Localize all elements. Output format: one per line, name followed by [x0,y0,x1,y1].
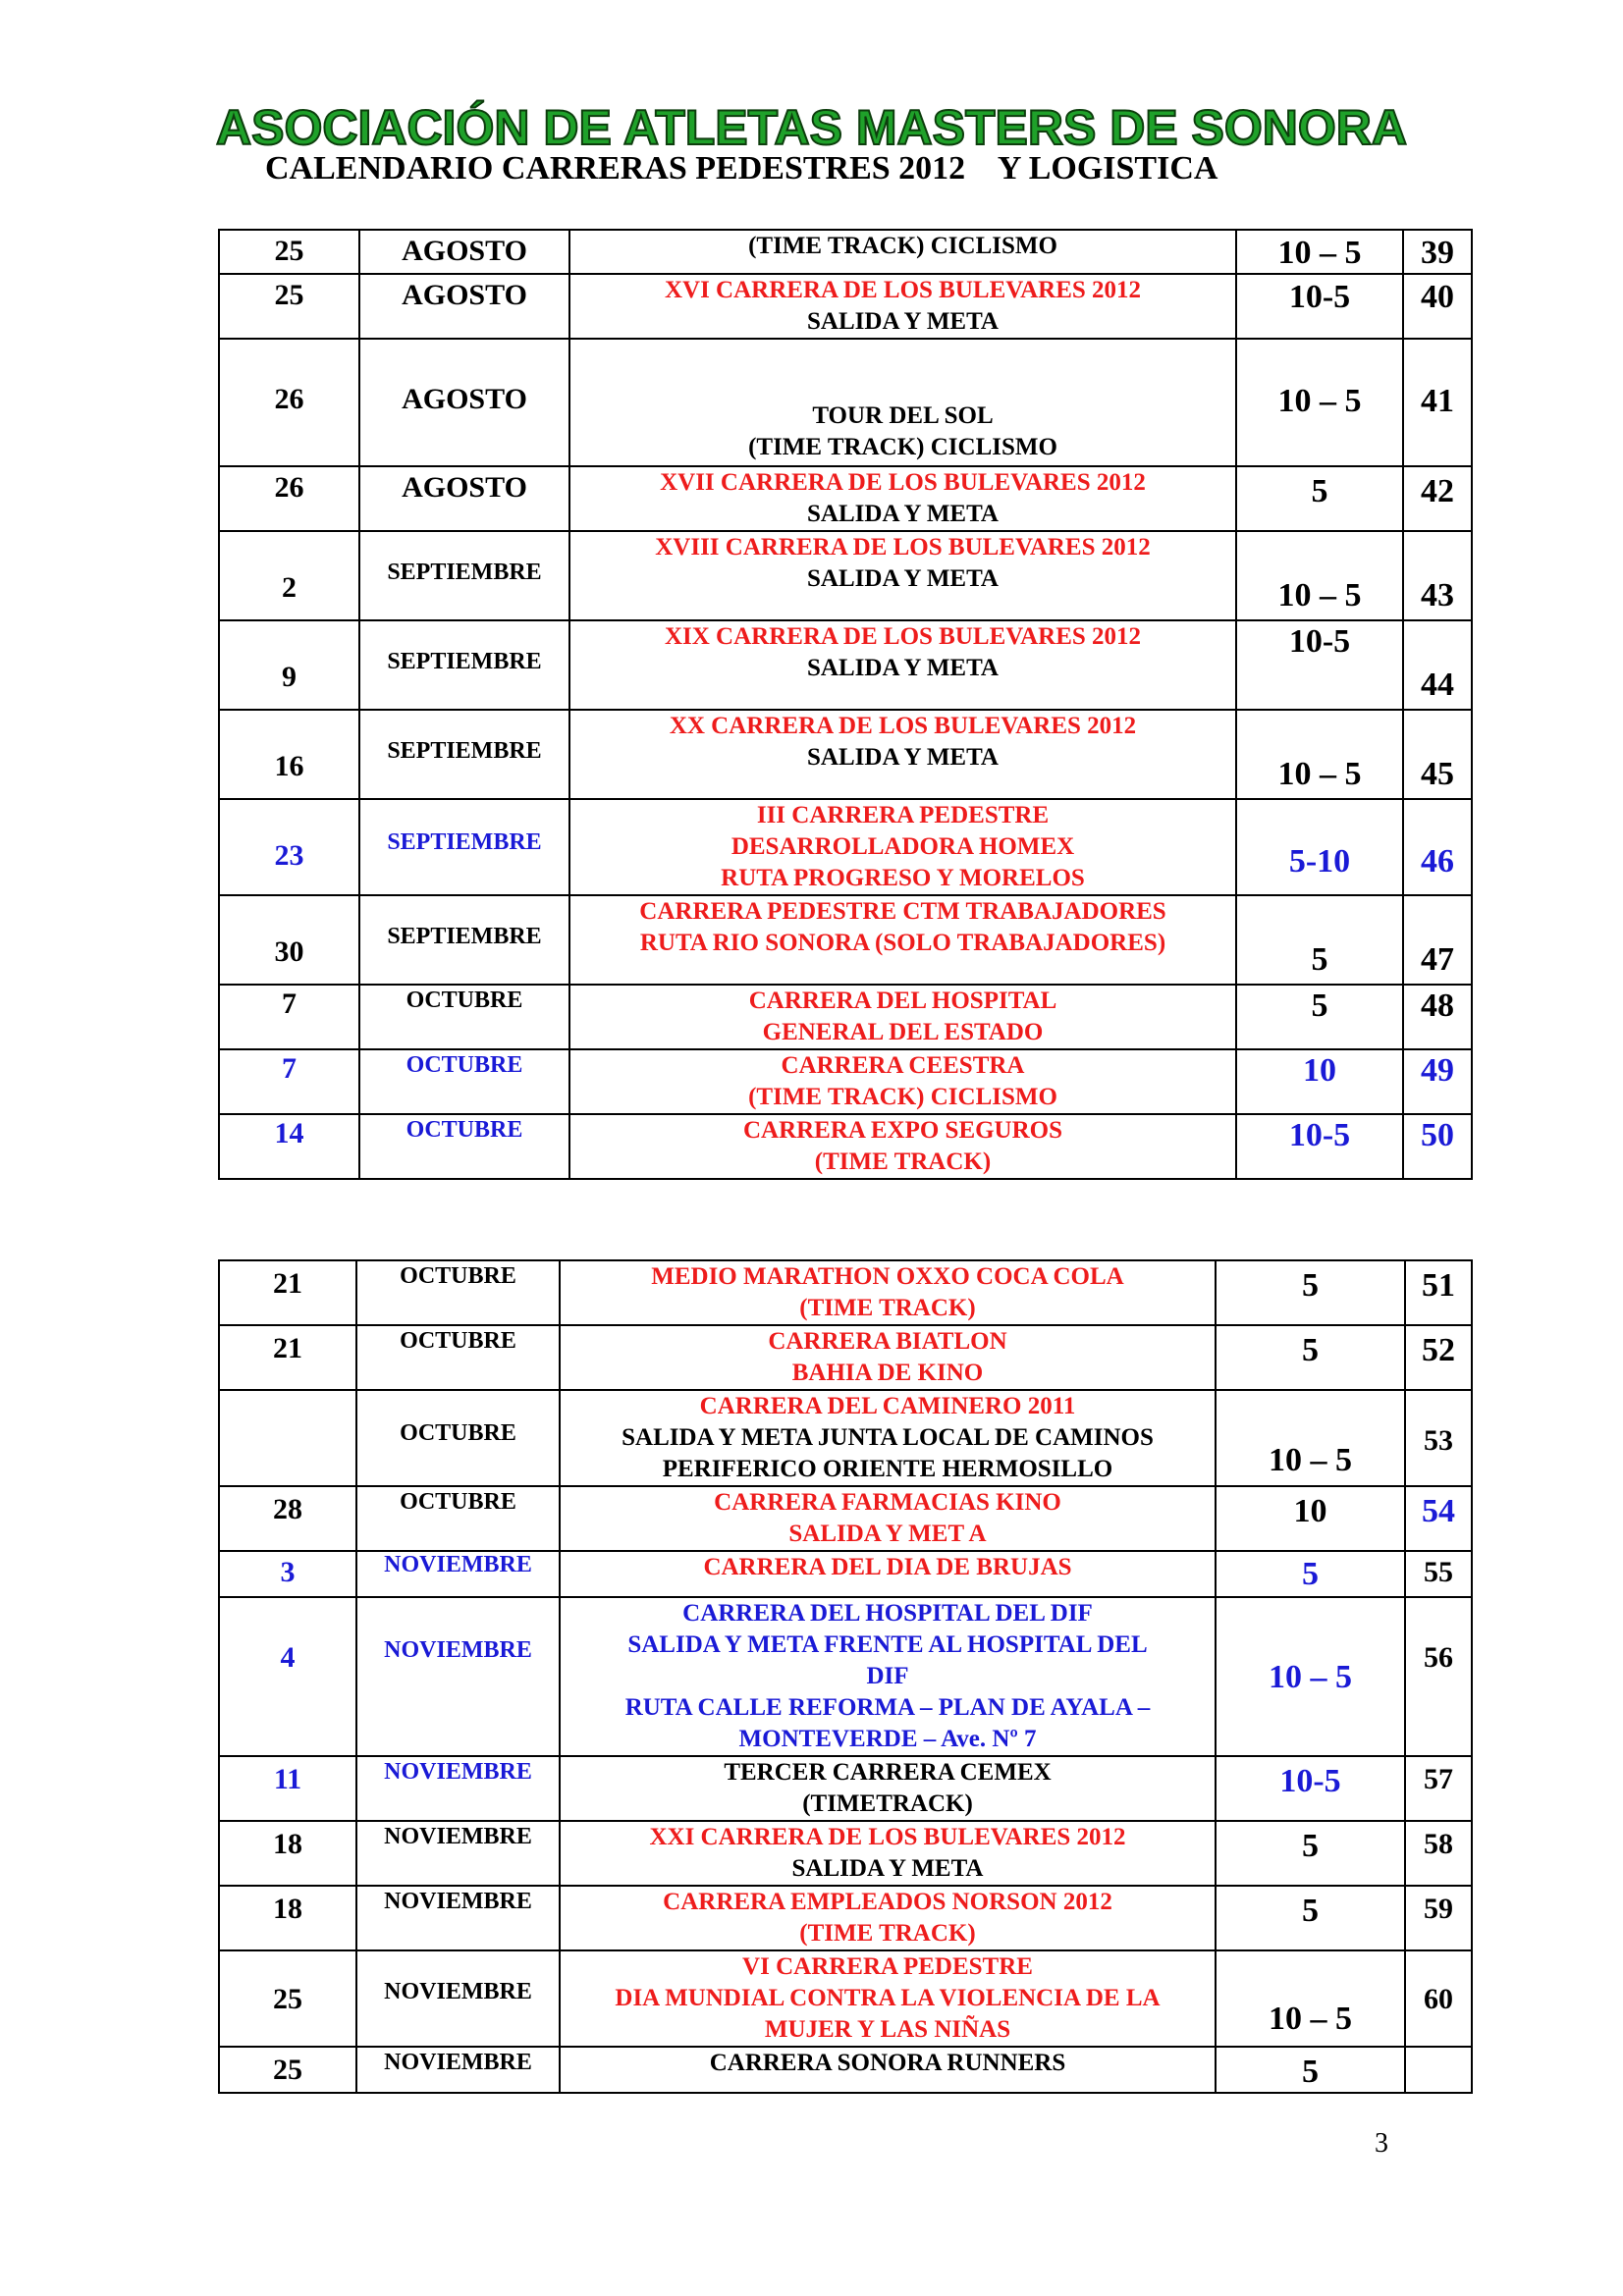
race-day-cell [219,466,359,531]
race-number: 44 [1421,667,1454,703]
race-day-cell [219,1551,356,1597]
race-description-line: DESARROLLADORA HOMEX [730,833,1075,860]
race-number: 40 [1421,279,1454,315]
race-day-cell [219,1390,356,1486]
race-day: 18 [273,1893,302,1925]
race-description-line: CARRERA DEL CAMINERO 2011 [699,1393,1076,1419]
race-number-cell [1403,620,1472,710]
race-month: NOVIEMBRE [384,1824,532,1849]
race-description-cell [560,1390,1216,1486]
race-day: 14 [274,1117,304,1149]
race-distance-cell [1236,531,1403,620]
race-month-cell [356,2047,560,2093]
race-description-cell [560,1551,1216,1597]
table-row [219,466,1472,531]
race-description-line: XX CARRERA DE LOS BULEVARES 2012 [669,713,1137,739]
race-month-cell [356,1756,560,1821]
race-description-line: SALIDA Y META [807,565,999,592]
race-distance: 10 – 5 [1277,235,1362,271]
table-row [219,1756,1472,1821]
race-description-line: (TIME TRACK) [799,1295,976,1321]
race-distance-cell [1236,985,1403,1049]
race-description-cell [560,1597,1216,1756]
race-description-cell [560,2047,1216,2093]
race-description-line: PERIFERICO ORIENTE HERMOSILLO [662,1456,1113,1482]
race-day: 26 [274,471,304,504]
table-row [219,531,1472,620]
race-description-line: RUTA CALLE REFORMA – PLAN DE AYALA – [624,1694,1151,1721]
race-description-cell [569,1049,1236,1114]
table-row [219,1260,1472,1325]
race-number-cell [1403,339,1472,466]
race-month: NOVIEMBRE [384,2050,532,2075]
race-month-cell [356,1325,560,1390]
race-day: 26 [274,383,304,415]
race-number: 55 [1424,1556,1453,1588]
race-month-cell [359,985,569,1049]
race-distance-cell [1216,1260,1405,1325]
race-number-cell [1403,710,1472,799]
race-distance: 5 [1302,1828,1319,1864]
race-description-cell [560,1486,1216,1551]
race-day-cell [219,985,359,1049]
race-distance: 5 [1302,1556,1319,1592]
race-distance: 10 – 5 [1277,383,1362,419]
race-day-cell [219,895,359,985]
race-day-cell [219,710,359,799]
race-distance-cell [1216,2047,1405,2093]
table-row [219,1114,1472,1179]
race-distance: 5 [1311,473,1328,509]
race-distance: 10-5 [1288,1117,1351,1153]
race-description-line: SALIDA Y META JUNTA LOCAL DE CAMINOS [622,1424,1154,1451]
race-month-cell [356,1260,560,1325]
race-month-cell [359,710,569,799]
table-row [219,1597,1472,1756]
race-month-cell [359,799,569,895]
race-distance: 10 – 5 [1269,2001,1352,2037]
race-month: AGOSTO [402,235,527,267]
table-row [219,1390,1472,1486]
race-month-cell [359,274,569,339]
race-number-cell [1403,1114,1472,1179]
race-month-cell [359,620,569,710]
race-number-cell [1403,895,1472,985]
table-row [219,710,1472,799]
race-day-cell [219,1325,356,1390]
race-day-cell [219,620,359,710]
race-distance: 10 – 5 [1277,756,1362,792]
race-number: 51 [1422,1267,1455,1304]
table-row [219,1551,1472,1597]
race-day: 25 [274,279,304,311]
race-month-cell [359,895,569,985]
race-number-cell [1403,799,1472,895]
race-number-cell [1403,985,1472,1049]
race-description-cell [569,620,1236,710]
race-description-line: CARRERA FARMACIAS KINO [714,1489,1061,1516]
race-number-cell [1405,1886,1472,1950]
race-description-cell [560,1260,1216,1325]
race-day-cell [219,1886,356,1950]
race-distance-cell [1236,1049,1403,1114]
race-number: 57 [1424,1763,1453,1795]
race-description-line: CARRERA BIATLON [768,1328,1007,1355]
race-month-cell [359,466,569,531]
race-description-line: XVI CARRERA DE LOS BULEVARES 2012 [664,277,1142,303]
calendar-subtitle: CALENDARIO CARRERAS PEDESTRES 2012 Y LOGISTICA [265,150,1218,187]
race-description-line: CARRERA SONORA RUNNERS [709,2050,1066,2076]
race-day: 4 [280,1641,296,1674]
race-month: OCTUBRE [406,988,523,1013]
table-row [219,230,1472,274]
race-day: 7 [282,1052,297,1085]
race-month-cell [356,1821,560,1886]
race-number: 39 [1421,235,1454,271]
race-number: 41 [1421,383,1454,419]
race-distance-cell [1216,1756,1405,1821]
race-description-cell [560,1821,1216,1886]
race-day: 7 [282,988,297,1020]
races-table-2 [218,1259,1473,2094]
race-number: 48 [1421,988,1454,1024]
table-row [219,1325,1472,1390]
table-row [219,1821,1472,1886]
race-day-cell [219,1950,356,2047]
race-month-cell [359,339,569,466]
race-number: 56 [1424,1641,1453,1674]
race-month: NOVIEMBRE [384,1889,532,1914]
race-month: NOVIEMBRE [384,1979,532,2004]
race-number: 52 [1422,1332,1455,1368]
race-distance: 5 [1302,1267,1319,1304]
table-row [219,1049,1472,1114]
table-row [219,799,1472,895]
race-number-cell [1405,1821,1472,1886]
race-month: AGOSTO [402,471,527,504]
race-distance: 10 – 5 [1269,1442,1352,1478]
race-distance-cell [1236,895,1403,985]
race-description-line: RUTA PROGRESO Y MORELOS [721,865,1085,891]
table-row [219,1886,1472,1950]
race-description-cell [569,1114,1236,1179]
race-day: 23 [274,839,304,872]
race-day: 25 [273,2054,302,2086]
race-number: 59 [1424,1893,1453,1925]
table-row [219,620,1472,710]
race-description-line: SALIDA Y META [807,655,999,681]
race-distance-cell [1236,274,1403,339]
race-day: 21 [273,1332,302,1364]
race-number-cell [1405,1390,1472,1486]
race-number-cell [1405,1325,1472,1390]
race-month-cell [356,1551,560,1597]
race-description-line: XVIII CARRERA DE LOS BULEVARES 2012 [655,534,1151,561]
race-number-cell [1405,1260,1472,1325]
race-number-cell [1403,1049,1472,1114]
race-month: SEPTIEMBRE [387,649,542,674]
race-day: 2 [282,571,297,604]
table-row [219,1950,1472,2047]
race-description-line: CARRERA CEESTRA [781,1052,1025,1079]
race-distance: 10 – 5 [1277,577,1362,614]
race-number: 47 [1421,941,1454,978]
race-description-line: SALIDA Y META [807,501,999,527]
race-description-line: (TIME TRACK) [799,1920,976,1947]
race-distance-cell [1236,339,1403,466]
race-day-cell [219,2047,356,2093]
race-description-line: CARRERA PEDESTRE CTM TRABAJADORES [639,898,1166,925]
race-number: 53 [1424,1424,1453,1457]
race-month: OCTUBRE [400,1489,516,1515]
race-number-cell [1405,1950,1472,2047]
race-description-line: SALIDA Y MET A [788,1521,987,1547]
table-row [219,985,1472,1049]
page-number: 3 [1375,2128,1388,2159]
race-number: 46 [1421,843,1454,880]
race-description-line: SALIDA Y META FRENTE AL HOSPITAL DEL [627,1631,1148,1658]
race-description-cell [569,710,1236,799]
race-day-cell [219,1049,359,1114]
race-month-cell [359,1049,569,1114]
race-number-cell [1405,1756,1472,1821]
race-month-cell [359,230,569,274]
race-distance: 5 [1311,988,1328,1024]
race-distance: 5 [1302,1893,1319,1929]
race-distance: 5 [1311,941,1328,978]
race-day-cell [219,1821,356,1886]
race-description-line: XVII CARRERA DE LOS BULEVARES 2012 [660,469,1146,496]
race-description-line: III CARRERA PEDESTRE [756,802,1050,828]
race-day-cell [219,1756,356,1821]
race-description-line: (TIME TRACK) CICLISMO [748,233,1057,259]
race-description-line: (TIME TRACK) CICLISMO [748,1084,1057,1110]
race-distance: 10-5 [1279,1763,1341,1799]
race-description-line: CARRERA DEL HOSPITAL DEL DIF [682,1600,1093,1627]
race-distance: 10-5 [1288,279,1351,315]
table-row [219,895,1472,985]
race-description-line: (TIME TRACK) [814,1148,992,1175]
race-description-cell [560,1886,1216,1950]
race-distance-cell [1236,1114,1403,1179]
race-day-cell [219,339,359,466]
race-description-cell [569,466,1236,531]
race-distance-cell [1236,710,1403,799]
race-month: AGOSTO [402,383,527,415]
race-day-cell [219,1486,356,1551]
race-number-cell [1403,466,1472,531]
race-day: 18 [273,1828,302,1860]
race-month-cell [356,1390,560,1486]
race-distance-cell [1236,799,1403,895]
race-description-cell [569,799,1236,895]
race-month: OCTUBRE [406,1117,523,1143]
race-day-cell [219,1597,356,1756]
race-description-line: MUJER Y LAS NIÑAS [764,2016,1011,2043]
race-day: 3 [280,1556,296,1588]
race-description-cell [560,1325,1216,1390]
race-day-cell [219,274,359,339]
race-description-line: CARRERA EMPLEADOS NORSON 2012 [663,1889,1112,1915]
race-description-line: MONTEVERDE – Ave. Nº 7 [738,1726,1037,1752]
race-description-line: SALIDA Y META [807,744,999,771]
race-distance: 5 [1302,1332,1319,1368]
race-number: 43 [1421,577,1454,614]
association-title: ASOCIACIÓN DE ATLETAS MASTERS DE SONORA [215,100,1407,155]
race-month: SEPTIEMBRE [387,829,542,855]
race-distance-cell [1216,1597,1405,1756]
races-table-1 [218,229,1473,1180]
race-month: OCTUBRE [400,1263,516,1289]
race-month: AGOSTO [402,279,527,311]
race-description-line: DIF [866,1663,909,1689]
race-distance-cell [1236,620,1403,710]
race-number: 54 [1422,1493,1455,1529]
race-day: 11 [273,1763,302,1795]
race-distance-cell [1216,1551,1405,1597]
race-distance-cell [1236,466,1403,531]
race-month: NOVIEMBRE [384,1759,532,1785]
race-distance: 10 [1303,1052,1336,1089]
race-description-line: BAHIA DE KINO [791,1360,984,1386]
race-number-cell [1405,1486,1472,1551]
race-description-cell [560,1756,1216,1821]
race-description-line: RUTA RIO SONORA (SOLO TRABAJADORES) [639,930,1166,956]
race-month-cell [356,1950,560,2047]
race-number-cell [1403,230,1472,274]
race-distance-cell [1216,1325,1405,1390]
race-month-cell [356,1886,560,1950]
race-month: SEPTIEMBRE [387,560,542,585]
race-number: 45 [1421,756,1454,792]
race-day: 30 [274,935,304,968]
race-number-cell [1405,2047,1472,2093]
race-month-cell [359,1114,569,1179]
race-description-cell [569,895,1236,985]
race-description-line: CARRERA EXPO SEGUROS [742,1117,1063,1144]
race-description-line: SALIDA Y META [807,308,999,335]
race-number-cell [1405,1597,1472,1756]
race-description-line: DIA MUNDIAL CONTRA LA VIOLENCIA DE LA [615,1985,1161,2011]
race-distance: 10 – 5 [1269,1659,1352,1695]
race-day: 9 [282,661,297,693]
race-description-line: GENERAL DEL ESTADO [762,1019,1044,1045]
race-day: 16 [274,750,304,782]
race-month: OCTUBRE [400,1328,516,1354]
race-description-line: VI CARRERA PEDESTRE [742,1953,1033,1980]
race-day: 28 [273,1493,302,1525]
race-day: 25 [274,235,304,267]
race-month: SEPTIEMBRE [387,738,542,764]
table-row [219,1486,1472,1551]
race-distance: 10-5 [1288,623,1351,660]
race-month-cell [356,1486,560,1551]
race-month: NOVIEMBRE [384,1552,532,1577]
race-description-line: (TIME TRACK) CICLISMO [748,434,1057,460]
race-number-cell [1405,1551,1472,1597]
race-number: 60 [1424,1983,1453,2015]
race-distance-cell [1216,1486,1405,1551]
race-day-cell [219,531,359,620]
race-number-cell [1403,531,1472,620]
race-distance: 5 [1302,2054,1319,2090]
race-description-line: TOUR DEL SOL [812,402,994,429]
race-description-line: SALIDA Y META [791,1855,984,1882]
race-month: OCTUBRE [400,1420,516,1446]
race-description-cell [569,274,1236,339]
race-description-line: (TIMETRACK) [802,1790,973,1817]
race-month: SEPTIEMBRE [387,924,542,949]
race-number: 58 [1424,1828,1453,1860]
race-day-cell [219,1260,356,1325]
race-distance-cell [1216,1950,1405,2047]
race-month-cell [359,531,569,620]
race-distance-cell [1216,1390,1405,1486]
race-distance: 10 [1293,1493,1327,1529]
race-day-cell [219,1114,359,1179]
table-row [219,2047,1472,2093]
race-description-cell [569,230,1236,274]
race-description-cell [560,1950,1216,2047]
table-row [219,339,1472,466]
race-number: 50 [1421,1117,1454,1153]
race-description-cell [569,339,1236,466]
race-description-line: XIX CARRERA DE LOS BULEVARES 2012 [664,623,1142,650]
race-month-cell [356,1597,560,1756]
table-row [219,274,1472,339]
race-description-line: MEDIO MARATHON OXXO COCA COLA [651,1263,1124,1290]
race-day-cell [219,799,359,895]
race-description-cell [569,531,1236,620]
race-month: NOVIEMBRE [384,1637,532,1663]
race-day: 25 [273,1983,302,2015]
race-distance-cell [1216,1886,1405,1950]
race-distance: 5-10 [1288,843,1351,880]
race-number-cell [1403,274,1472,339]
race-day-cell [219,230,359,274]
race-day: 21 [273,1267,302,1300]
race-description-cell [569,985,1236,1049]
race-description-line: CARRERA DEL HOSPITAL [748,988,1057,1014]
race-description-line: CARRERA DEL DIA DE BRUJAS [703,1554,1072,1580]
race-distance-cell [1236,230,1403,274]
race-number: 42 [1421,473,1454,509]
race-number: 49 [1421,1052,1454,1089]
race-description-line: TERCER CARRERA CEMEX [724,1759,1052,1786]
race-description-line: XXI CARRERA DE LOS BULEVARES 2012 [649,1824,1126,1850]
race-month: OCTUBRE [406,1052,523,1078]
race-distance-cell [1216,1821,1405,1886]
